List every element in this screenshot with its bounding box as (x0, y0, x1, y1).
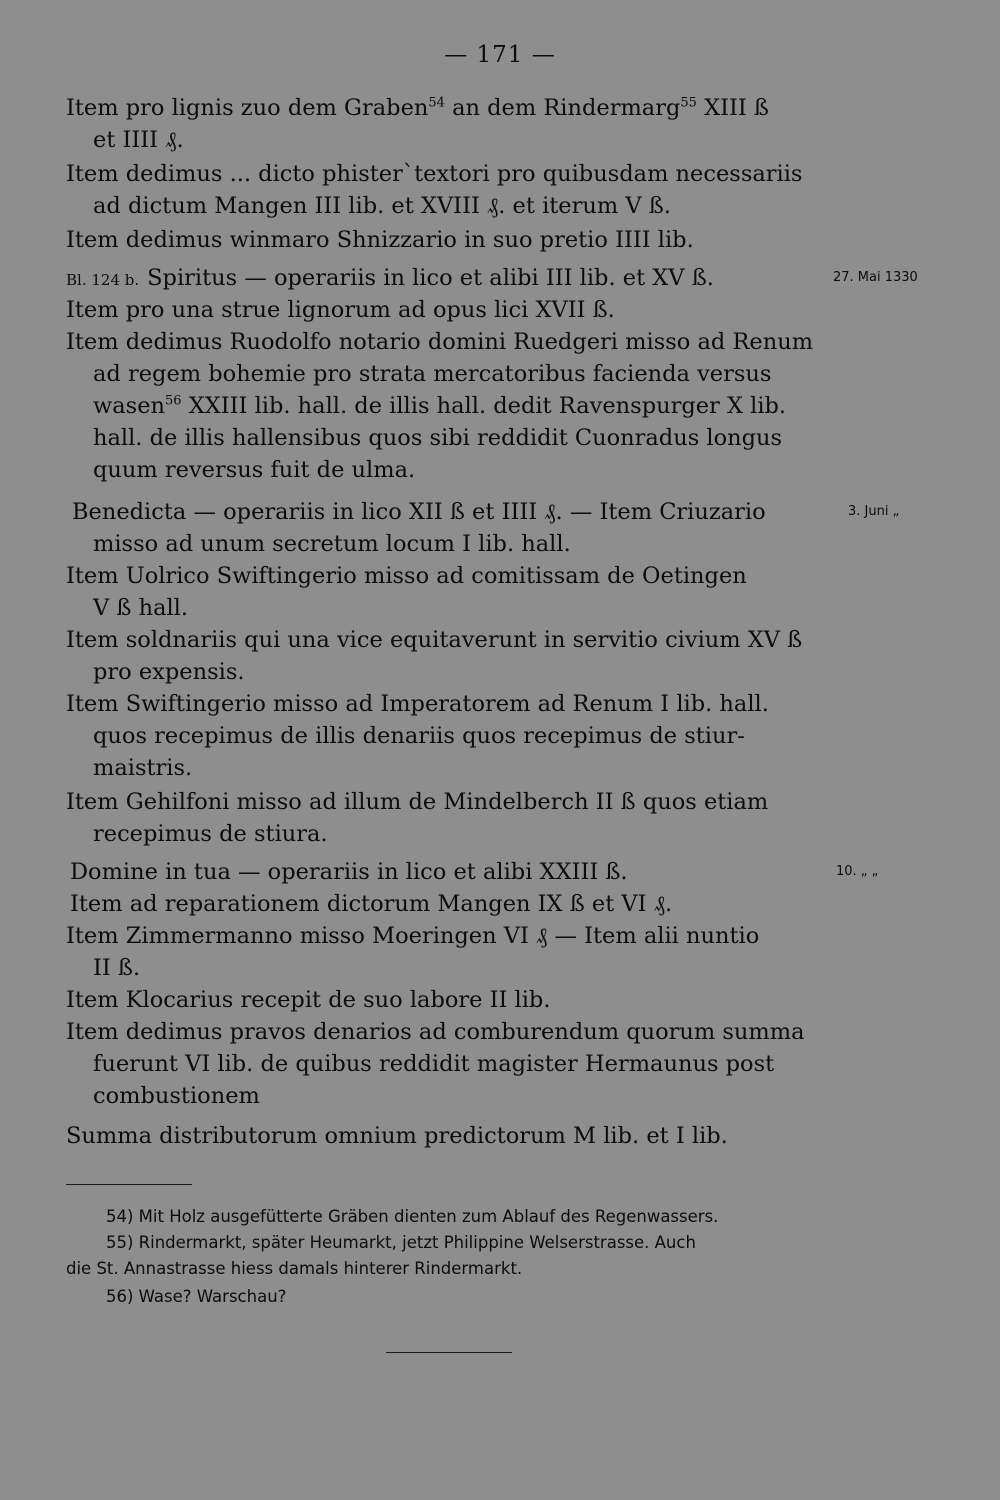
entry-text: an dem Rindermarg (452, 95, 681, 121)
page-number: — 171 — (444, 42, 556, 68)
footnote-ref: 54 (428, 95, 445, 111)
entry-line: Item Swiftingerio misso ad Imperatorem ad Renum I lib. hall. (66, 691, 769, 717)
footnote-separator (66, 1184, 192, 1185)
entry-line (66, 390, 826, 422)
entry-4 (66, 294, 826, 326)
entry-line: Item soldnariis qui una vice equitaverunt in servitio civium XV ß (66, 627, 803, 653)
entry-15 (66, 1016, 826, 1112)
footnote-ref: 56 (165, 393, 182, 409)
entry-line: Item dedimus winmaro Shnizzario in suo pretio IIII lib. (66, 227, 694, 253)
entry-8 (66, 624, 826, 688)
entry-10 (66, 786, 826, 850)
entry-line: V ß hall. (93, 595, 189, 621)
margin-date: 3. Juni „ (848, 504, 900, 519)
entry-text: wasen (93, 393, 166, 419)
entry-line: fuerunt VI lib. de quibus reddidit magister Hermaunus post (93, 1051, 775, 1077)
entry-0 (66, 92, 826, 156)
entry-line: Item dedimus pravos denarios ad comburendum quorum summa (66, 1019, 805, 1045)
entry-line: Item pro una strue lignorum ad opus lici XVII ß. (66, 297, 615, 323)
entry-14 (66, 984, 826, 1016)
entry-line: Item Zimmermanno misso Moeringen VI ₰ — Item alii nuntio (66, 923, 760, 949)
footnote-54: 54) Mit Holz ausgefütterte Gräben dienten zum Ablauf des Regenwassers. (106, 1207, 719, 1226)
entry-text: XIII ß (704, 95, 769, 121)
entry-line: Item dedimus Ruodolfo notario domini Ruedgeri misso ad Renum (66, 329, 814, 355)
folio-marker: Bl. 124 b. (66, 271, 140, 289)
margin-date: 10. „ „ (836, 864, 879, 879)
footnote-ref: 55 (680, 95, 697, 111)
entry-3 (66, 262, 826, 296)
entry-line: Benedicta — operariis in lico XII ß et IIII ₰. — Item Criuzario (72, 499, 766, 525)
page-end-rule (386, 1352, 512, 1353)
margin-date: 27. Mai 1330 (833, 270, 918, 285)
entry-11 (70, 856, 830, 888)
entry-line: pro expensis. (93, 659, 245, 685)
footnote-55: 55) Rindermarkt, später Heumarkt, jetzt Philippine Welserstrasse. Auch (106, 1233, 696, 1252)
entry-13 (66, 920, 826, 984)
entry-line: hall. de illis hallensibus quos sibi reddidit Cuonradus longus (93, 425, 783, 451)
entry-line: Item ad reparationem dictorum Mangen IX ß et VI ₰. (70, 891, 673, 917)
entry-line: II ß. (93, 955, 141, 981)
entry-12 (70, 888, 830, 920)
entry-line: Summa distributorum omnium predictorum M lib. et I lib. (66, 1123, 728, 1149)
entry-text: Item pro lignis zuo dem Graben (66, 95, 429, 121)
entry-2 (66, 224, 826, 256)
entry-line (66, 262, 826, 296)
entry-16 (66, 1120, 826, 1152)
entry-6 (72, 496, 832, 560)
entry-line: misso ad unum secretum locum I lib. hall. (93, 531, 571, 557)
entry-line (66, 92, 826, 124)
entry-line: Item Klocarius recepit de suo labore II lib. (66, 987, 551, 1013)
entry-line: ad dictum Mangen III lib. et XVIII ₰. et iterum V ß. (93, 193, 671, 219)
entry-7 (66, 560, 826, 624)
footnote-55-cont: die St. Annastrasse hiess damals hinterer Rindermarkt. (66, 1259, 523, 1278)
footnote-56: 56) Wase? Warschau? (106, 1287, 287, 1306)
entry-line: maistris. (93, 755, 193, 781)
entry-9 (66, 688, 826, 784)
entry-line: Item Uolrico Swiftingerio misso ad comitissam de Oetingen (66, 563, 747, 589)
entry-line: Domine in tua — operariis in lico et alibi XXIII ß. (70, 859, 628, 885)
entry-text: Spiritus — operariis in lico et alibi III lib. et XV ß. (147, 265, 714, 291)
entry-line: Item dedimus ... dicto phister`textori pro quibusdam necessariis (66, 161, 803, 187)
entry-line: recepimus de stiura. (93, 821, 328, 847)
entry-line: quum reversus fuit de ulma. (93, 457, 416, 483)
entry-line: combustionem (93, 1083, 260, 1109)
entry-1 (66, 158, 826, 222)
entry-line: ad regem bohemie pro strata mercatoribus facienda versus (93, 361, 772, 387)
entry-text: XXIII lib. hall. de illis hall. dedit Ravenspurger X lib. (188, 393, 787, 419)
entry-line: Item Gehilfoni misso ad illum de Mindelberch II ß quos etiam (66, 789, 769, 815)
entry-5 (66, 326, 826, 486)
entry-line: quos recepimus de illis denariis quos recepimus de stiur- (93, 723, 745, 749)
entry-line: et IIII ₰. (93, 127, 184, 153)
